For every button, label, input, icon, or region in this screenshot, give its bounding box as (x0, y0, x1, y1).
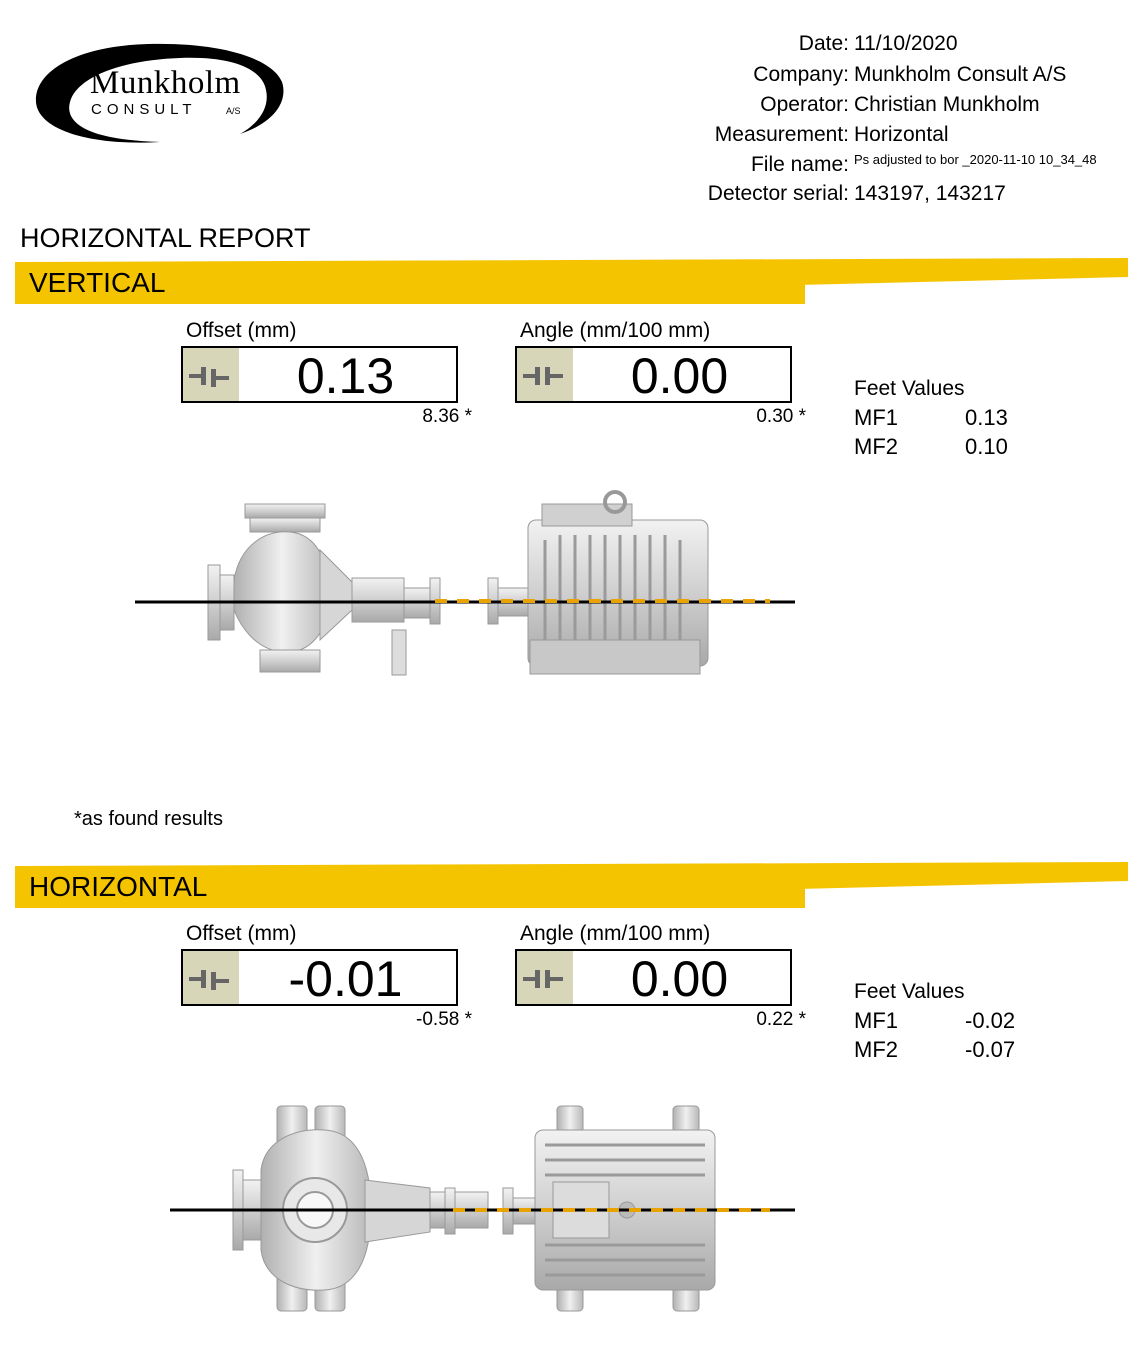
section-bar-shape (15, 258, 1128, 304)
mf2-value: -0.07 (965, 1037, 1016, 1062)
section-title: HORIZONTAL (29, 871, 208, 902)
angle-as-found: 0.30 * (756, 406, 806, 427)
logo-suffix: A/S (226, 106, 241, 116)
offset-value-box (181, 346, 458, 403)
mf2-value: 0.10 (965, 434, 1008, 459)
company-logo (30, 38, 290, 148)
angle-value-box (515, 346, 792, 403)
offset-value-box (181, 949, 458, 1006)
mf1-label: MF1 (854, 1008, 898, 1033)
mf2-label: MF2 (854, 1037, 898, 1062)
section-title: VERTICAL (29, 267, 166, 298)
motor (488, 492, 708, 674)
mf1-value: 0.13 (965, 405, 1008, 430)
logo-sub: CONSULT (91, 101, 197, 118)
measurement-value: Horizontal (854, 123, 949, 146)
coupling-icon (521, 365, 569, 387)
mf1-label: MF1 (854, 405, 898, 430)
logo-name: Munkholm (90, 65, 241, 101)
pump (208, 504, 440, 675)
section-bar-horizontal (15, 862, 1128, 908)
filename-label: File name: (750, 153, 849, 176)
angle-value-box (515, 949, 792, 1006)
logo-swoosh (30, 38, 290, 148)
coupling-icon (187, 968, 235, 990)
feet-values-title: Feet Values (854, 980, 965, 1003)
mf2-label: MF2 (854, 434, 898, 459)
company-label: Company: (753, 63, 849, 86)
operator-value: Christian Munkholm (854, 93, 1040, 116)
machine-side-view (130, 490, 800, 690)
detector-serial-label: Detector serial: (707, 182, 849, 205)
offset-caption: Offset (mm) (186, 319, 297, 342)
angle-as-found: 0.22 * (756, 1009, 806, 1030)
operator-label: Operator: (760, 93, 849, 116)
offset-caption: Offset (mm) (186, 922, 297, 945)
filename-value: Ps adjusted to bor _2020-11-10 10_34_48 (854, 152, 1097, 167)
coupling-icon (521, 968, 569, 990)
section-bar-vertical (15, 258, 1128, 304)
as-found-footnote: *as found results (74, 808, 223, 830)
date-label: Date: (798, 32, 849, 55)
offset-value: -0.01 (288, 951, 403, 1007)
detector-serial-value: 143197, 143217 (854, 182, 1006, 205)
offset-value: 0.13 (296, 348, 395, 404)
offset-as-found: -0.58 * (416, 1009, 472, 1030)
angle-caption: Angle (mm/100 mm) (520, 319, 711, 342)
angle-value: 0.00 (630, 348, 729, 404)
machine-top-view (165, 1100, 800, 1320)
offset-as-found: 8.36 * (422, 406, 472, 427)
company-value: Munkholm Consult A/S (854, 63, 1067, 86)
angle-value: 0.00 (630, 951, 729, 1007)
date-value: 11/10/2020 (854, 32, 958, 55)
feet-values-title: Feet Values (854, 377, 965, 400)
report-title: HORIZONTAL REPORT (20, 223, 311, 253)
coupling-icon (187, 365, 235, 387)
measurement-label: Measurement: (714, 123, 849, 146)
mf1-value: -0.02 (965, 1008, 1016, 1033)
angle-caption: Angle (mm/100 mm) (520, 922, 711, 945)
